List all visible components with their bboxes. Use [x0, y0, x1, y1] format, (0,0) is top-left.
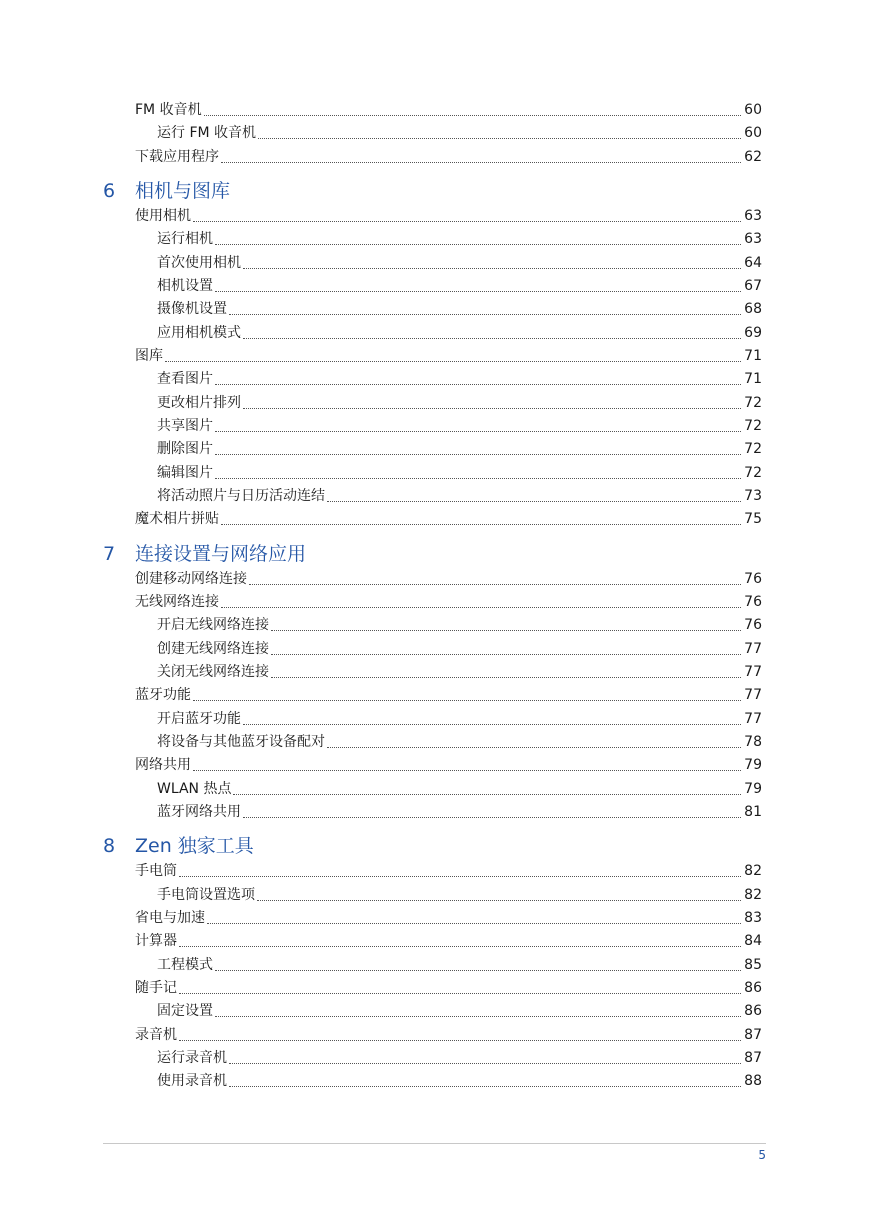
- dot-leader: [179, 992, 741, 994]
- toc-entry[interactable]: [135, 147, 762, 167]
- toc-entry[interactable]: [135, 685, 762, 705]
- toc-entry-row[interactable]: [0, 100, 869, 120]
- toc-entry-row[interactable]: [0, 229, 869, 249]
- toc-subentry[interactable]: [157, 229, 762, 249]
- toc-entry-page: 85: [744, 956, 762, 973]
- toc-subentry[interactable]: [157, 1071, 762, 1091]
- toc-entry-title: 无线网络连接: [135, 593, 219, 610]
- toc-subentry[interactable]: [157, 732, 762, 752]
- dot-leader: [229, 313, 741, 315]
- toc-entry-row[interactable]: [0, 299, 869, 319]
- toc-entry-page: 79: [744, 757, 762, 774]
- toc-entry-page: 81: [744, 803, 762, 820]
- toc-entry-page: 82: [744, 863, 762, 880]
- toc-entry-title: 蓝牙功能: [135, 687, 191, 704]
- toc-entry-title: 录音机: [135, 1026, 177, 1043]
- toc-entry[interactable]: [135, 1025, 762, 1045]
- dot-leader: [221, 523, 741, 525]
- toc-entry-row[interactable]: [0, 908, 869, 928]
- toc-entry-row[interactable]: [0, 369, 869, 389]
- dot-leader: [271, 653, 741, 655]
- toc-entry-row[interactable]: [0, 569, 869, 589]
- toc-entry-title: 创建移动网络连接: [135, 570, 247, 587]
- toc-entry-row[interactable]: [0, 416, 869, 436]
- chapter-number: 7: [103, 542, 116, 565]
- dot-leader: [243, 816, 741, 818]
- toc-entry-row[interactable]: [0, 276, 869, 296]
- dot-leader: [193, 699, 741, 701]
- toc-entry-row[interactable]: [0, 1071, 869, 1091]
- dot-leader: [215, 383, 741, 385]
- toc-subentry[interactable]: [157, 463, 762, 483]
- toc-entry-page: 60: [744, 102, 762, 118]
- toc-entry-row[interactable]: [0, 346, 869, 366]
- dot-leader: [179, 945, 741, 947]
- toc-entry-title: 查看图片: [157, 371, 213, 388]
- dot-leader: [233, 793, 741, 795]
- toc-entry-page: 73: [744, 487, 762, 504]
- toc-entry-title: 开启蓝牙功能: [157, 710, 241, 727]
- toc-entry-page: 76: [744, 593, 762, 610]
- toc-entry-row[interactable]: [0, 1001, 869, 1021]
- toc-entry-page: 62: [744, 148, 762, 165]
- toc-entry-row[interactable]: [0, 732, 869, 752]
- toc-entry[interactable]: [135, 755, 762, 775]
- toc-entry-page: 72: [744, 394, 762, 411]
- toc-entry-row[interactable]: [0, 861, 869, 881]
- toc-entry-row[interactable]: [0, 147, 869, 167]
- toc-entry-page: 77: [744, 710, 762, 727]
- toc-entry-title: 运行录音机: [157, 1049, 227, 1066]
- dot-leader: [271, 629, 741, 631]
- toc-entry-title: 使用录音机: [157, 1073, 227, 1090]
- toc-entry-row[interactable]: [0, 978, 869, 998]
- dot-leader: [257, 899, 741, 901]
- toc-subentry[interactable]: [157, 1001, 762, 1021]
- toc-entry-title: 手电筒设置选项: [157, 886, 255, 903]
- dot-leader: [229, 1062, 741, 1064]
- toc-subentry[interactable]: [157, 323, 762, 343]
- toc-entry-page: 86: [744, 1003, 762, 1020]
- dot-leader: [221, 606, 741, 608]
- toc-entry-row[interactable]: [0, 802, 869, 822]
- toc-subentry[interactable]: [157, 885, 762, 905]
- toc-subentry[interactable]: [157, 439, 762, 459]
- toc-entry-page: 72: [744, 441, 762, 458]
- toc-entry-page: 68: [744, 301, 762, 318]
- toc-entry-page: 83: [744, 909, 762, 926]
- toc-entry-title: 删除图片: [157, 441, 213, 458]
- toc-entry-title: 编辑图片: [157, 464, 213, 481]
- dot-leader: [215, 969, 741, 971]
- toc-subentry[interactable]: [157, 123, 762, 143]
- toc-entry-title: 工程模式: [157, 956, 213, 973]
- toc-entry-title: 相机设置: [157, 278, 213, 294]
- toc-entry-row[interactable]: [0, 393, 869, 413]
- dot-leader: [327, 746, 741, 748]
- toc-entry-title: 计算器: [135, 933, 177, 950]
- toc-entry-page: 78: [744, 733, 762, 750]
- toc-entry-title: FM 收音机: [135, 102, 202, 118]
- toc-entry[interactable]: [135, 592, 762, 612]
- toc-entry[interactable]: [135, 908, 762, 928]
- toc-subentry[interactable]: [157, 253, 762, 273]
- dot-leader: [221, 161, 741, 163]
- toc-entry-row[interactable]: [0, 463, 869, 483]
- toc-entry-title: 魔术相片拼贴: [135, 511, 219, 528]
- toc-subentry[interactable]: [157, 1048, 762, 1068]
- toc-entry-row[interactable]: [0, 323, 869, 343]
- toc-entry-row[interactable]: [0, 639, 869, 659]
- toc-entry-title: 应用相机模式: [157, 324, 241, 341]
- toc-subentry[interactable]: [157, 709, 762, 729]
- toc-entry-title: 首次使用相机: [157, 254, 241, 271]
- dot-leader: [215, 1015, 741, 1017]
- toc-entry-row[interactable]: [0, 779, 869, 799]
- toc-entry-row[interactable]: [0, 486, 869, 506]
- toc-subentry[interactable]: [157, 662, 762, 682]
- toc-subentry[interactable]: [157, 299, 762, 319]
- toc-entry[interactable]: [135, 569, 762, 589]
- chapter-heading[interactable]: [0, 176, 869, 206]
- dot-leader: [179, 1039, 741, 1041]
- toc-subentry[interactable]: [157, 416, 762, 436]
- toc-entry-page: 76: [744, 570, 762, 587]
- toc-entry-page: 77: [744, 640, 762, 657]
- toc-entry-title: 固定设置: [157, 1003, 213, 1020]
- dot-leader: [243, 723, 741, 725]
- toc-entry-title: 将活动照片与日历活动连结: [157, 487, 325, 504]
- toc-subentry[interactable]: [157, 955, 762, 975]
- toc-entry-page: 71: [744, 348, 762, 364]
- toc-entry-title: 图库: [135, 348, 163, 364]
- dot-leader: [243, 337, 741, 339]
- toc-entry-title: 手电筒: [135, 863, 177, 880]
- toc-entry-page: 75: [744, 511, 762, 528]
- toc-entry-page: 67: [744, 278, 762, 294]
- toc-entry-title: 省电与加速: [135, 909, 205, 926]
- toc-entry-page: 64: [744, 254, 762, 271]
- toc-entry-row[interactable]: [0, 206, 869, 226]
- toc-entry-title: 更改相片排列: [157, 394, 241, 411]
- toc-entry-page: 88: [744, 1073, 762, 1090]
- chapter-number: 6: [103, 180, 116, 202]
- dot-leader: [165, 360, 741, 362]
- dot-leader: [179, 875, 741, 877]
- toc-entry-title: 运行 FM 收音机: [157, 125, 257, 142]
- toc-entry-row[interactable]: [0, 253, 869, 273]
- toc-entry-row[interactable]: [0, 885, 869, 905]
- toc-entry-title: WLAN 热点: [157, 780, 232, 797]
- toc-entry-row[interactable]: [0, 1025, 869, 1045]
- dot-leader: [193, 220, 741, 222]
- toc-entry-row[interactable]: [0, 615, 869, 635]
- toc-entry[interactable]: [135, 206, 762, 226]
- toc-entry-page: 72: [744, 418, 762, 434]
- toc-entry-title: 运行相机: [157, 231, 213, 248]
- toc-entry-page: 77: [744, 663, 762, 680]
- toc-entry-page: 79: [744, 780, 762, 797]
- dot-leader: [243, 407, 741, 409]
- chapter-heading[interactable]: [0, 831, 869, 861]
- chapter-title: 连接设置与网络应用: [135, 542, 307, 565]
- dot-leader: [204, 114, 742, 116]
- toc-entry-row[interactable]: [0, 955, 869, 975]
- toc-entry-page: 60: [744, 125, 762, 142]
- chapter-number: 8: [103, 835, 116, 858]
- toc-entry-page: 82: [744, 886, 762, 903]
- dot-leader: [215, 477, 741, 479]
- toc-entry-title: 使用相机: [135, 208, 191, 224]
- toc-entry-page: 72: [744, 464, 762, 481]
- toc-entry-page: 69: [744, 324, 762, 341]
- toc-entry-page: 76: [744, 617, 762, 634]
- toc-subentry[interactable]: [157, 369, 762, 389]
- toc-entry-row[interactable]: [0, 439, 869, 459]
- toc-entry-page: 87: [744, 1026, 762, 1043]
- toc-entry-title: 创建无线网络连接: [157, 640, 269, 657]
- toc-subentry[interactable]: [157, 802, 762, 822]
- toc-subentry[interactable]: [157, 639, 762, 659]
- toc-entry[interactable]: [135, 978, 762, 998]
- toc-entry-title: 摄像机设置: [157, 301, 227, 318]
- toc-entry[interactable]: [135, 100, 762, 120]
- toc-entry-row[interactable]: [0, 1048, 869, 1068]
- toc-entry-row[interactable]: [0, 592, 869, 612]
- dot-leader: [258, 137, 741, 139]
- toc-subentry[interactable]: [157, 276, 762, 296]
- toc-entry-page: 63: [744, 231, 762, 248]
- toc-entry-row[interactable]: [0, 509, 869, 529]
- toc-subentry[interactable]: [157, 486, 762, 506]
- toc-entry[interactable]: [135, 861, 762, 881]
- toc-entry-page: 77: [744, 687, 762, 704]
- dot-leader: [249, 583, 741, 585]
- dot-leader: [215, 290, 741, 292]
- toc-entry-row[interactable]: [0, 123, 869, 143]
- chapter-heading[interactable]: [0, 539, 869, 569]
- toc-entry-title: 网络共用: [135, 757, 191, 774]
- footer-divider: [103, 1143, 766, 1144]
- toc-entry[interactable]: [135, 931, 762, 951]
- toc-entry[interactable]: [135, 346, 762, 366]
- toc-entry-title: 随手记: [135, 979, 177, 996]
- toc-entry-row[interactable]: [0, 709, 869, 729]
- dot-leader: [193, 769, 741, 771]
- dot-leader: [271, 676, 741, 678]
- dot-leader: [207, 922, 741, 924]
- toc-entry-page: 71: [744, 371, 762, 388]
- toc-entry-title: 将设备与其他蓝牙设备配对: [157, 733, 325, 750]
- toc-subentry[interactable]: [157, 393, 762, 413]
- chapter-title: 相机与图库: [135, 180, 231, 202]
- toc-entry-row[interactable]: [0, 662, 869, 682]
- toc-entry-page: 86: [744, 979, 762, 996]
- toc-entry-title: 共享图片: [157, 418, 213, 434]
- page-number: 5: [758, 1148, 766, 1162]
- toc-entry-title: 蓝牙网络共用: [157, 803, 241, 820]
- toc-entry-title: 下载应用程序: [135, 148, 219, 165]
- toc-entry-title: 关闭无线网络连接: [157, 663, 269, 680]
- dot-leader: [215, 243, 741, 245]
- toc-entry-page: 63: [744, 208, 762, 224]
- dot-leader: [229, 1085, 741, 1087]
- chapter-title: Zen 独家工具: [135, 835, 254, 858]
- toc-entry-row[interactable]: [0, 931, 869, 951]
- toc-subentry[interactable]: [157, 779, 762, 799]
- toc-entry-row[interactable]: [0, 685, 869, 705]
- toc-entry-title: 开启无线网络连接: [157, 617, 269, 634]
- dot-leader: [215, 430, 741, 432]
- toc-subentry[interactable]: [157, 615, 762, 635]
- toc-entry[interactable]: [135, 509, 762, 529]
- dot-leader: [327, 500, 741, 502]
- toc-entry-row[interactable]: [0, 755, 869, 775]
- toc-entry-page: 87: [744, 1049, 762, 1066]
- dot-leader: [215, 453, 741, 455]
- toc-entry-page: 84: [744, 933, 762, 950]
- dot-leader: [243, 267, 741, 269]
